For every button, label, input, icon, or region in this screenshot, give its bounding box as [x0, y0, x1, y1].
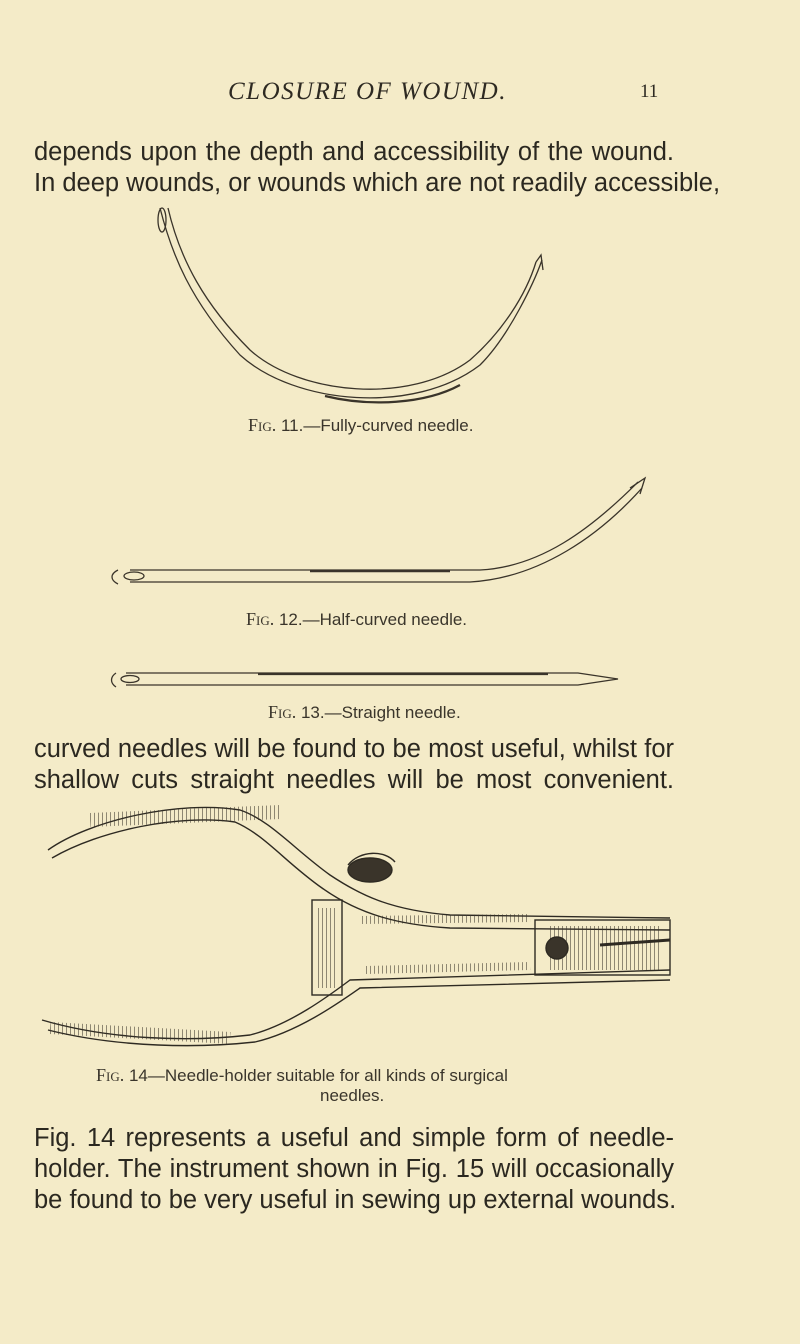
- fig-13-caption-text: —Straight needle.: [324, 703, 461, 722]
- paragraph-1-line-1: depends upon the depth and accessibility of the wound.: [34, 138, 674, 166]
- page-number: 11: [640, 81, 659, 102]
- paragraph-3: [34, 1123, 677, 1216]
- fully-curved-needle-illustration: [150, 200, 550, 430]
- fig-12-label: Fig.: [246, 609, 275, 629]
- running-header-title: CLOSURE OF WOUND.: [228, 78, 507, 105]
- paragraph-1: [34, 137, 721, 199]
- fig-13-caption: [268, 702, 461, 723]
- fig-12-number: 12.: [278, 610, 303, 629]
- fig-14-caption-line-1: —Needle-holder suitable for all kinds of surgical: [147, 1066, 508, 1085]
- fig-11-caption-text: —Fully-curved needle.: [303, 416, 474, 435]
- fig-14-caption-line-2: needles.: [320, 1086, 385, 1105]
- half-curved-needle-illustration: [110, 470, 630, 600]
- running-header: [0, 78, 800, 112]
- fig-14-caption-continued: [320, 1086, 384, 1106]
- paragraph-2-line-2: shallow cuts straight needles will be most convenient.: [34, 766, 674, 794]
- paragraph-1-line-2: In deep wounds, or wounds which are not readily accessible,: [34, 169, 721, 197]
- fig-11-caption: [248, 415, 473, 436]
- straight-needle-illustration: [108, 665, 628, 705]
- fig-13-number: 13.: [300, 703, 325, 722]
- fig-14-number: 14: [128, 1066, 148, 1085]
- fig-14-caption: [96, 1065, 508, 1086]
- paragraph-3-line-3: be found to be very useful in sewing up external wounds.: [34, 1186, 677, 1214]
- fig-13-label: Fig.: [268, 702, 297, 722]
- fig-14-label: Fig.: [96, 1065, 125, 1085]
- fig-12-caption: [246, 609, 467, 630]
- fig-12-caption-text: —Half-curved needle.: [302, 610, 468, 629]
- fig-11-label: Fig.: [248, 415, 277, 435]
- paragraph-2-line-1: curved needles will be found to be most useful, whilst for: [34, 735, 674, 763]
- paragraph-3-line-2: holder. The instrument shown in Fig. 15 will occasionally: [34, 1155, 674, 1183]
- fig-11-number: 11.: [280, 416, 304, 435]
- needle-holder-illustration: [30, 780, 670, 1050]
- paragraph-3-line-1: Fig. 14 represents a useful and simple form of needle-: [34, 1124, 674, 1152]
